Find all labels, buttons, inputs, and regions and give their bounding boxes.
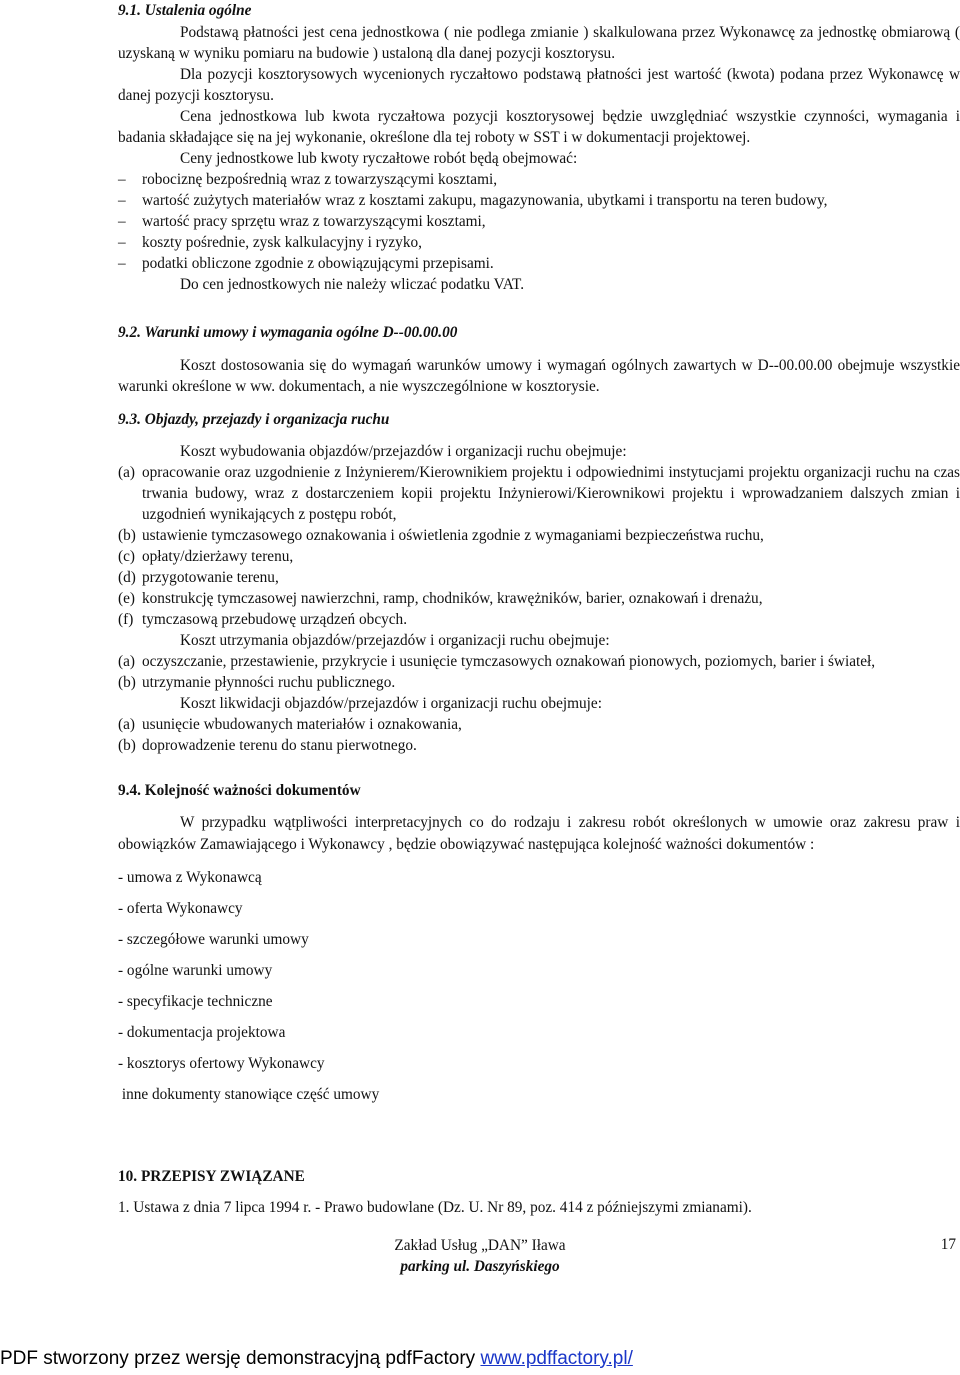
list-item: - oferta Wykonawcy bbox=[118, 900, 243, 917]
section-10 bbox=[118, 1166, 960, 1218]
list-item: (a) opracowanie oraz uzgodnienie z Inżynierem/Kierownikiem projektu i odpowiednimi instytucjami projektu organizacji ruchu na czas trwania budowy, wraz z dostarczeniem kopii projektu Inżynierowi/Kierownikowi projektu i wprowadzaniem dalszych zmian i uzgodnień wynikających z postępu robót, bbox=[118, 464, 960, 523]
regulation-item: 1. Ustawa z dnia 7 lipca 1994 r. - Prawo budowlane (Dz. U. Nr 89, poz. 414 z późniejszymi zmianami). bbox=[118, 1199, 752, 1216]
watermark-link[interactable]: www.pdffactory.pl/ bbox=[480, 1348, 633, 1369]
list-item: inne dokumenty stanowiące część umowy bbox=[118, 1086, 380, 1103]
paragraph: Do cen jednostkowych nie należy wliczać podatku VAT. bbox=[180, 276, 525, 293]
watermark-text: PDF stworzony przez wersję demonstracyjną pdfFactory bbox=[0, 1348, 481, 1369]
section-9-4 bbox=[118, 780, 960, 1115]
list-item: - szczegółowe warunki umowy bbox=[118, 931, 309, 948]
list-item: (b) ustawienie tymczasowego oznakowania i oświetlenia zgodnie z wymaganiami bezpieczeństwa ruchu, bbox=[118, 527, 764, 544]
list-item: - specyfikacje techniczne bbox=[118, 993, 273, 1010]
paragraph: Ceny jednostkowe lub kwoty ryczałtowe robót będą obejmować: bbox=[180, 150, 578, 167]
paragraph: Dla pozycji kosztorysowych wycenionych ryczałtowo podstawą płatności jest wartość (kwota) podana przez Wykonawcę w danej pozycji kosztorysu. bbox=[118, 66, 960, 104]
paragraph: Cena jednostkowa lub kwota ryczałtowa pozycji kosztorysowej będzie uwzględniać wszystkie czynności, wymagania i badania składające się na jej wykonanie, określone dla tej roboty w SST i w dokumentacji projektowej. bbox=[118, 108, 960, 146]
list-item: – wartość pracy sprzętu wraz z towarzyszącymi kosztami, bbox=[118, 211, 960, 232]
list-item: - kosztorys ofertowy Wykonawcy bbox=[118, 1055, 325, 1072]
list-item: (e) konstrukcję tymczasowej nawierzchni, ramp, chodników, krawężników, barier, oznakowań i drenażu, bbox=[118, 590, 763, 607]
section-9-2 bbox=[118, 322, 960, 397]
cost-components-list bbox=[118, 169, 960, 274]
section-heading: 9.2. Warunki umowy i wymagania ogólne D--00.00.00 bbox=[118, 324, 458, 341]
section-heading: 9.1. Ustalenia ogólne bbox=[118, 2, 252, 19]
list-item: (b) utrzymanie płynności ruchu publicznego. bbox=[118, 674, 396, 691]
list-item: – koszty pośrednie, zysk kalkulacyjny i ryzyko, bbox=[118, 232, 960, 253]
detour-construction-list bbox=[118, 462, 960, 630]
footer-address: parking ul. Daszyńskiego bbox=[400, 1258, 560, 1275]
paragraph: Koszt likwidacji objazdów/przejazdów i organizacji ruchu obejmuje: bbox=[180, 695, 602, 712]
paragraph: Koszt wybudowania objazdów/przejazdów i organizacji ruchu obejmuje: bbox=[180, 443, 627, 460]
list-item: – robociznę bezpośrednią wraz z towarzyszącymi kosztami, bbox=[118, 169, 960, 190]
list-item: – wartość zużytych materiałów wraz z kosztami zakupu, magazynowania, ubytkami i transportu na teren budowy, bbox=[118, 190, 960, 211]
paragraph: W przypadku wątpliwości interpretacyjnych co do rodzaju i zakresu robót określonych w umowie oraz zakresu praw i obowiązków Zamawiającego i Wykonawcy , będzie obowiązywać następująca kolejność ważności dokumentów : bbox=[118, 814, 960, 853]
document-priority-list bbox=[118, 867, 960, 1105]
list-item: (d) przygotowanie terenu, bbox=[118, 569, 279, 586]
list-item: - dokumentacja projektowa bbox=[118, 1024, 286, 1041]
detour-maintenance-list bbox=[118, 651, 960, 693]
footer-company: Zakład Usług „DAN” Iława bbox=[394, 1237, 566, 1254]
list-item: - umowa z Wykonawcą bbox=[118, 869, 262, 886]
page-number: 17 bbox=[940, 1236, 956, 1253]
list-item: (c) opłaty/dzierżawy terenu, bbox=[118, 548, 294, 565]
section-9-3 bbox=[118, 409, 960, 756]
section-heading: 10. PRZEPISY ZWIĄZANE bbox=[118, 1168, 305, 1185]
section-heading: 9.4. Kolejność ważności dokumentów bbox=[118, 782, 361, 799]
paragraph: Koszt utrzymania objazdów/przejazdów i organizacji ruchu obejmuje: bbox=[180, 632, 610, 649]
footer bbox=[0, 1235, 960, 1277]
section-heading: 9.3. Objazdy, przejazdy i organizacja ruchu bbox=[118, 411, 390, 428]
list-item: – podatki obliczone zgodnie z obowiązującymi przepisami. bbox=[118, 253, 960, 274]
paragraph: Podstawą płatności jest cena jednostkowa ( nie podlega zmianie ) skalkulowana przez Wykonawcę za jednostkę obmiarową ( uzyskaną w wyniku pomiaru na budowie ) ustaloną dla danej pozycji kosztorysu. bbox=[118, 24, 960, 62]
list-item: (f) tymczasową przebudowę urządzeń obcych. bbox=[118, 611, 408, 628]
detour-removal-list bbox=[118, 714, 960, 756]
section-9-1 bbox=[118, 0, 960, 295]
paragraph: Koszt dostosowania się do wymagań warunków umowy i wymagań ogólnych zawartych w D--00.00.00 obejmuje wszystkie warunki określone w ww. dokumentach, a nie wyszczególnione w kosztorysie. bbox=[118, 357, 960, 395]
list-item: (a) oczyszczanie, przestawienie, przykrycie i usunięcie tymczasowych oznakowań pionowych, poziomych, barier i świateł, bbox=[118, 653, 876, 670]
list-item: (b) doprowadzenie terenu do stanu pierwotnego. bbox=[118, 737, 417, 754]
list-item: - ogólne warunki umowy bbox=[118, 962, 273, 979]
pdf-watermark bbox=[0, 1348, 633, 1370]
list-item: (a) usunięcie wbudowanych materiałów i oznakowania, bbox=[118, 716, 462, 733]
